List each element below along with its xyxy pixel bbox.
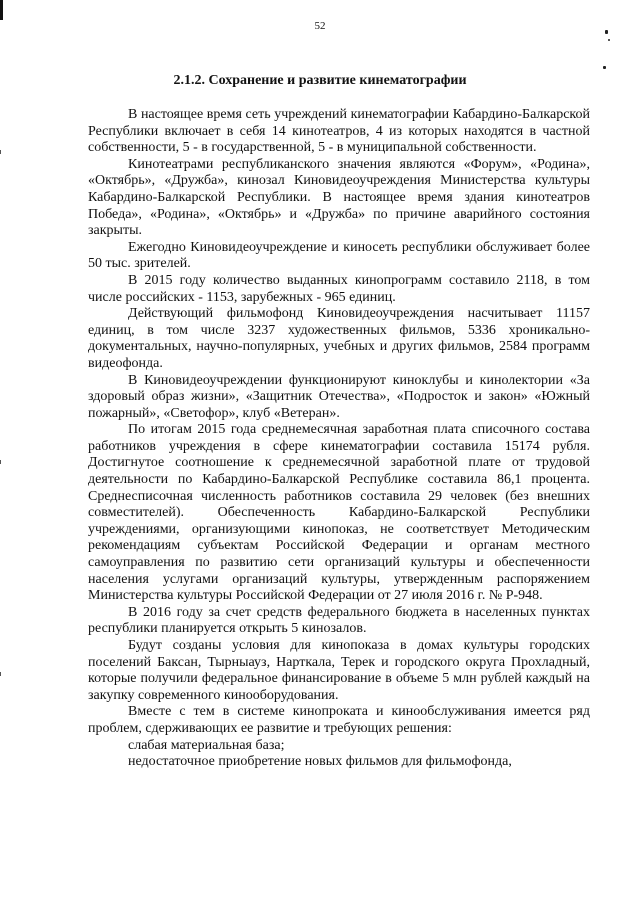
scan-edge-tick — [0, 150, 1, 154]
scan-speck — [608, 39, 610, 41]
paragraph: В настоящее время сеть учреждений кинематографии Кабардино-Балкарской Республики включает в себя 14 кинотеатров, 4 из которых находятся в частной собственности, 5 - в государственной, 5 - в муниципальной собственности. — [88, 107, 590, 156]
paragraph: По итогам 2015 года среднемесячная заработная плата списочного состава работников учреждения в сфере кинематографии составила 15174 рубля. Достигнутое соотношение к среднемесячной заработной плате от трудовой деятельности по Кабардино-Балкарской Республике составила 86,1 процента. Среднесписочная численность работников составила 29 человек (без внешних совместителей). Обеспеченность Кабардино-Балкарской Республики учреждениями, организующими кинопоказ, не соответствует Методическим рекомендациям субъектам Российской Федерации и органам местного самоуправления по развитию сети организаций культуры и обеспеченности населения услугами организаций культуры, утвержденным распоряжением Министерства культуры Российской Федерации от 27 июля 2016 г. № Р-948. — [88, 422, 590, 604]
scan-edge-tick — [0, 460, 1, 464]
page-number: 52 — [314, 20, 326, 32]
scan-edge-tick — [0, 672, 1, 676]
paragraph: Вместе с тем в системе кинопроката и кинообслуживания имеется ряд проблем, сдерживающих ее развитие и требующих решения: — [88, 704, 590, 736]
body-text — [88, 107, 590, 771]
scan-edge-mark — [0, 0, 3, 20]
paragraph: Действующий фильмофонд Киновидеоучреждения насчитывает 11157 единиц, в том числе 3237 художественных фильмов, 5336 хроникально-документальных, научно-популярных, учебных и других фильмов, 2584 программ видеофонда. — [88, 306, 590, 371]
paragraph: Кинотеатрами республиканского значения являются «Форум», «Родина», «Октябрь», «Дружба», кинозал Киновидеоучреждения Министерства культуры Кабардино-Балкарской Республики. В настоящее время здания кинотеатров Победа», «Родина», «Октябрь» и «Дружба» по причине аварийного состояния закрыты. — [88, 156, 590, 239]
list-item: слабая материальная база; — [128, 737, 285, 753]
paragraph: В Киновидеоучреждении функционируют киноклубы и кинолектории «За здоровый образ жизни», «Защитник Отечества», «Подросток и закон» «Южный пожарный», «Светофор», клуб «Ветеран». — [88, 372, 590, 421]
scan-speck — [603, 66, 606, 69]
list-item: недостаточное приобретение новых фильмов для фильмофонда, — [128, 754, 512, 770]
paragraph: Ежегодно Киновидеоучреждение и киносеть республики обслуживает более 50 тыс. зрителей. — [88, 239, 590, 272]
paragraph: В 2015 году количество выданных кинопрограмм составило 2118, в том числе российских - 1153, зарубежных - 965 единиц. — [88, 272, 590, 305]
section-heading: 2.1.2. Сохранение и развитие кинематографии — [173, 73, 467, 88]
paragraph: В 2016 году за счет средств федерального бюджета в населенных пунктах республики планируется открыть 5 кинозалов. — [88, 604, 590, 637]
paragraph: Будут созданы условия для кинопоказа в домах культуры городских поселений Баксан, Тырныауз, Нарткала, Терек и городского округа Прохладный, которые получили федеральное финансирование в объеме 5 млн рублей каждый на закупку современного кинооборудования. — [88, 638, 590, 703]
